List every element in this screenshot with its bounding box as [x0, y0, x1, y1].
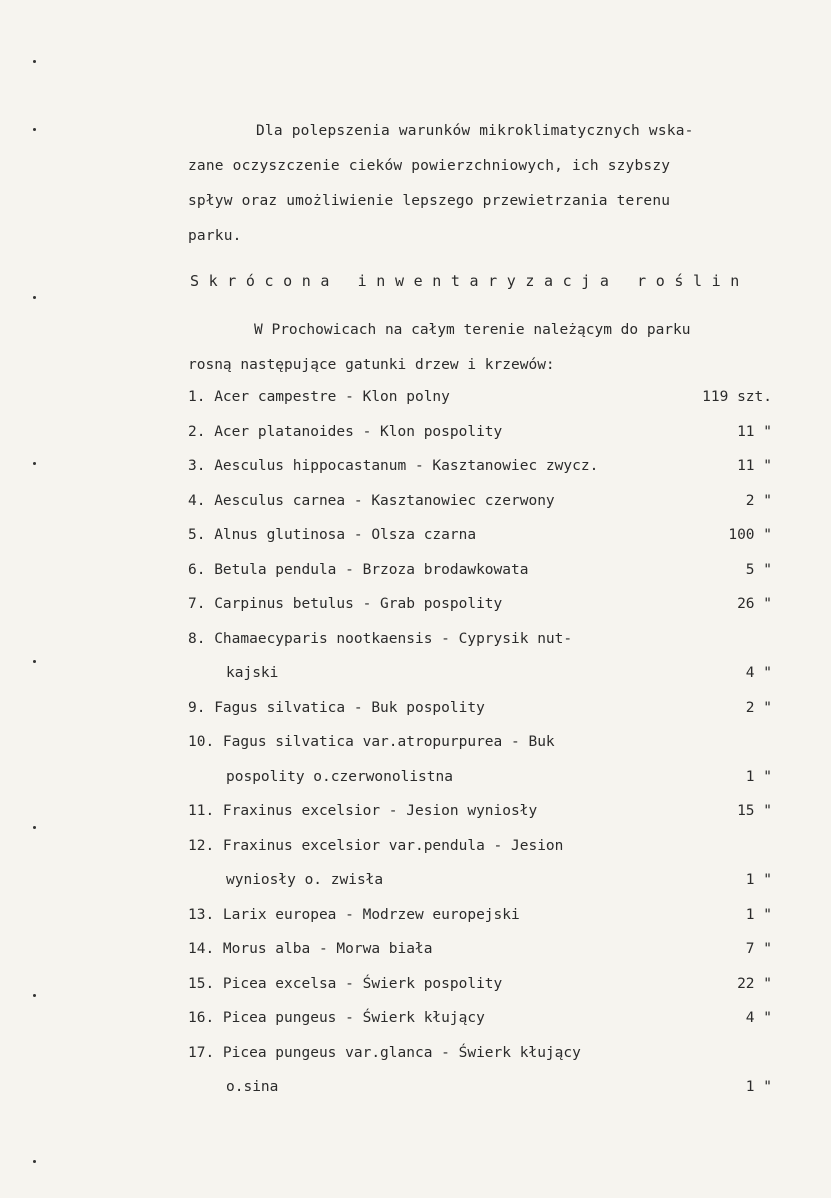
plant-name: 5. Alnus glutinosa - Olsza czarna [188, 527, 477, 543]
inventory-intro [188, 313, 788, 383]
plant-quantity: 22 " [737, 975, 772, 992]
list-item [188, 734, 788, 769]
section-heading: Skrócona inwentaryzacja roślin [190, 272, 749, 290]
plant-name: 10. Fagus silvatica var.atropurpurea - Buk [188, 734, 555, 750]
margin-dot [33, 660, 36, 663]
list-item [188, 872, 788, 907]
plant-quantity: 11 " [737, 458, 772, 474]
intro-line: parku. [188, 228, 242, 244]
plant-name: 15. Picea excelsa - Świerk pospolity [188, 975, 503, 992]
plant-name: 11. Fraxinus excelsior - Jesion wyniosły [188, 803, 538, 819]
plant-name: 4. Aesculus carnea - Kasztanowiec czerwony [188, 492, 555, 509]
list-item [188, 1045, 788, 1080]
plant-name: 7. Carpinus betulus - Grab pospolity [188, 596, 503, 612]
list-item [188, 631, 788, 666]
plant-name: kajski [226, 665, 279, 681]
plant-name: 3. Aesculus hippocastanum - Kasztanowiec zwycz. [188, 458, 599, 474]
list-item [188, 562, 788, 597]
list-item [188, 389, 788, 424]
plant-name: 2. Acer platanoides - Klon pospolity [188, 423, 503, 440]
plant-name: 9. Fagus silvatica - Buk pospolity [188, 699, 485, 716]
plant-quantity: 119 szt. [702, 389, 772, 405]
paragraph-line: W Prochowicach na całym terenie należącym do parku [254, 322, 691, 338]
list-item [188, 527, 788, 562]
list-item [188, 700, 788, 735]
plant-name: o.sina [226, 1079, 279, 1095]
plant-quantity: 1 " [745, 872, 772, 888]
plant-name: 13. Larix europea - Modrzew europejski [188, 906, 520, 923]
list-item [188, 458, 788, 493]
plant-name: wyniosły o. zwisła [226, 872, 384, 888]
plant-quantity: 4 " [745, 1010, 772, 1026]
margin-dot [33, 60, 36, 63]
intro-paragraph [188, 114, 788, 254]
plant-quantity: 1 " [745, 906, 772, 923]
plant-quantity: 15 " [737, 803, 772, 819]
plant-name: 12. Fraxinus excelsior var.pendula - Jesion [188, 837, 564, 854]
list-item [188, 424, 788, 459]
plant-quantity: 26 " [737, 596, 772, 612]
list-item [188, 976, 788, 1011]
plant-quantity: 2 " [745, 492, 772, 509]
margin-mark [815, 1100, 825, 1150]
plant-name: 14. Morus alba - Morwa biała [188, 941, 433, 957]
margin-dot [33, 462, 36, 465]
plant-quantity: 4 " [745, 665, 772, 681]
intro-line: zane oczyszczenie cieków powierzchniowych, ich szybszy [188, 158, 671, 174]
plant-name: 8. Chamaecyparis nootkaensis - Cyprysik nut- [188, 630, 573, 647]
list-item [188, 838, 788, 873]
plant-quantity: 7 " [745, 941, 772, 957]
plant-name: 17. Picea pungeus var.glanca - Świerk kłujący [188, 1044, 581, 1061]
plant-quantity: 1 " [745, 768, 772, 785]
margin-dot [33, 994, 36, 997]
plant-quantity: 1 " [745, 1079, 772, 1095]
margin-dot [33, 1160, 36, 1163]
plant-name: 1. Acer campestre - Klon polny [188, 389, 450, 405]
list-item [188, 493, 788, 528]
margin-dot [33, 296, 36, 299]
list-item [188, 769, 788, 804]
plant-quantity: 11 " [737, 423, 772, 440]
list-item [188, 665, 788, 700]
list-item [188, 907, 788, 942]
list-item [188, 1079, 788, 1114]
plant-quantity: 5 " [745, 561, 772, 578]
plant-quantity: 2 " [745, 699, 772, 716]
plant-name: pospolity o.czerwonolistna [226, 768, 453, 785]
list-item [188, 1010, 788, 1045]
plant-quantity: 100 " [728, 527, 772, 543]
list-item [188, 803, 788, 838]
plant-name: 6. Betula pendula - Brzoza brodawkowata [188, 561, 529, 578]
list-item [188, 596, 788, 631]
margin-dot [33, 826, 36, 829]
list-item [188, 941, 788, 976]
paragraph-line: rosną następujące gatunki drzew i krzewów: [188, 357, 555, 373]
margin-dot [33, 128, 36, 131]
plant-inventory-list [188, 389, 788, 1114]
intro-line: spływ oraz umożliwienie lepszego przewietrzania terenu [188, 193, 671, 209]
intro-line: Dla polepszenia warunków mikroklimatycznych wska- [256, 123, 694, 139]
plant-name: 16. Picea pungeus - Świerk kłujący [188, 1010, 485, 1026]
